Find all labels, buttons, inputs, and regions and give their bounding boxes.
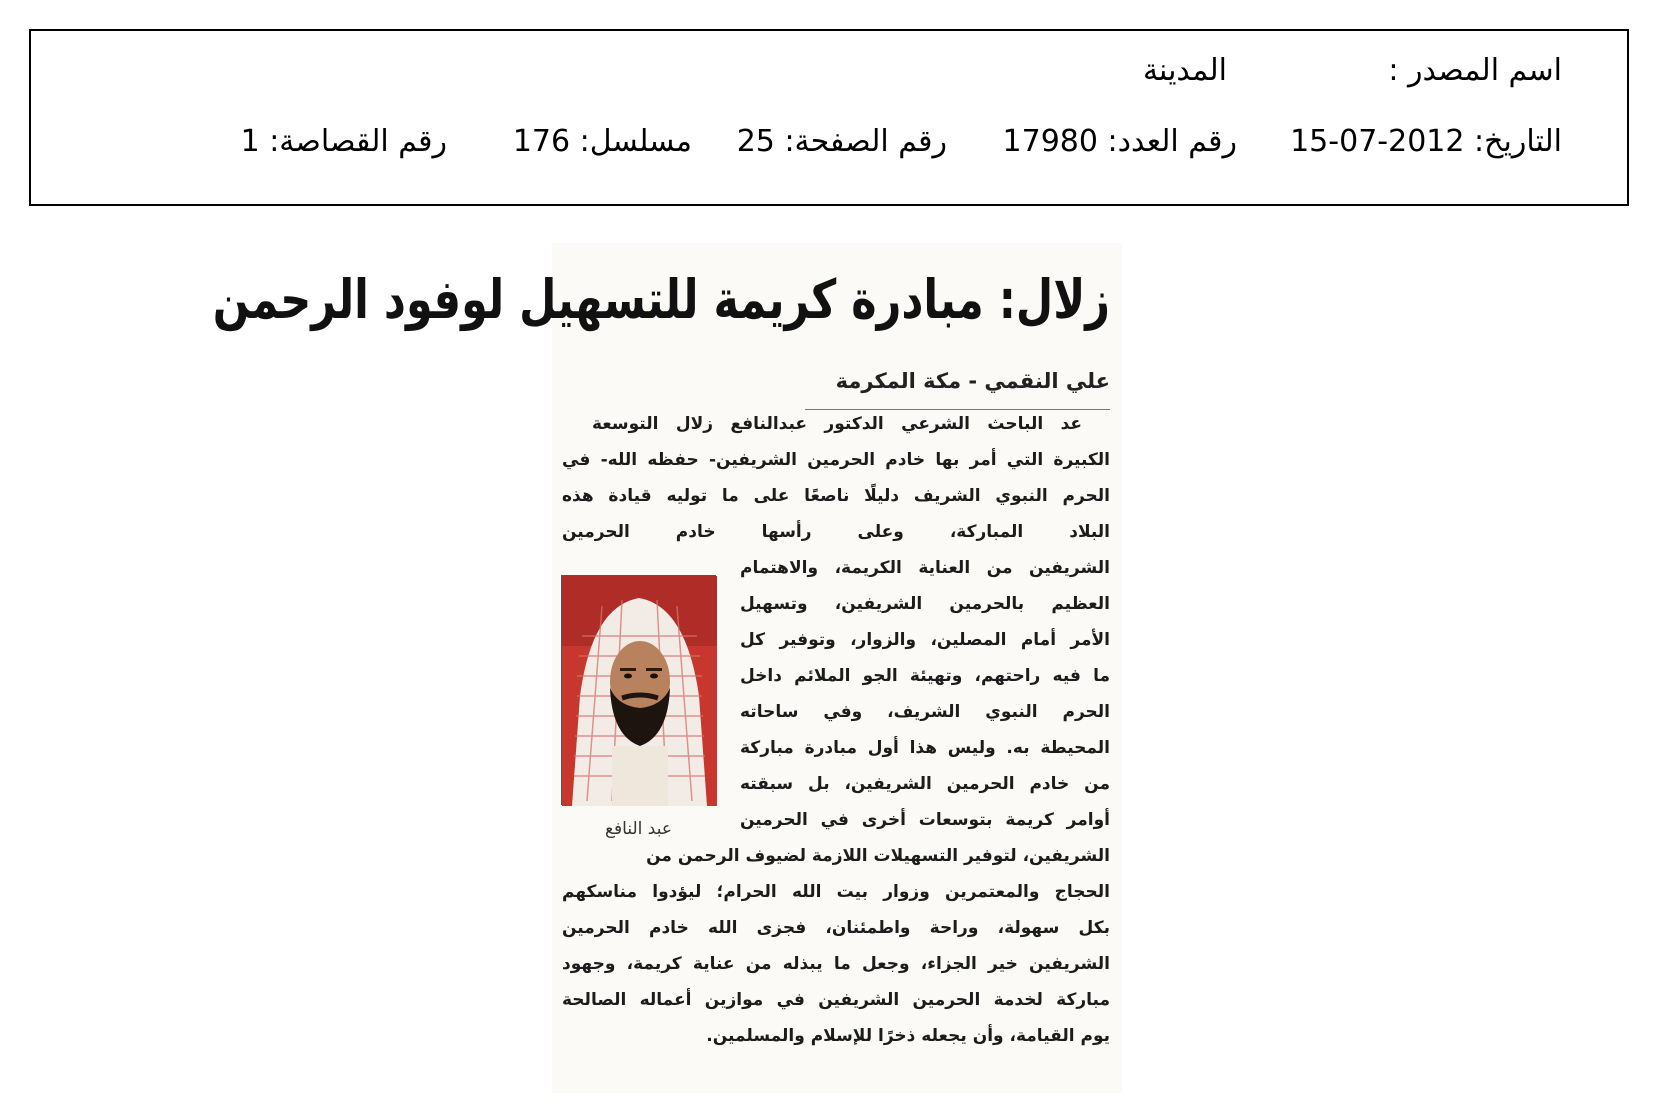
article-line: الأمر أمام المصلين، والزوار، وتوفير كل [740,630,1110,650]
source-label: اسم المصدر : [1388,53,1562,88]
article-line: مباركة لخدمة الحرمين الشريفين في موازين أعماله الصالحة [562,990,1110,1010]
article-line: من خادم الحرمين الشريفين، بل سبقته [740,774,1110,794]
article-line: عد الباحث الشرعي الدكتور عبدالنافع زلال التوسعة [592,414,1082,434]
newspaper-clipping [212,243,1122,1093]
photo-caption: عبد النافع [605,819,672,839]
article-byline: علي النقمي - مكة المكرمة [835,369,1110,393]
article-line: يوم القيامة، وأن يجعله ذخرًا للإسلام والمسلمين. [706,1026,1110,1046]
byline-divider [805,409,1110,410]
date-field: التاريخ: 2012-07-15 [1290,124,1562,159]
article-line: أوامر كريمة بتوسعات أخرى في الحرمين [740,810,1110,830]
serial-number-field: مسلسل: 176 [512,124,692,159]
article-line: الشريفين، لتوفير التسهيلات اللازمة لضيوف الرحمن من [646,846,1110,866]
author-portrait-image [562,576,717,806]
author-photo [561,575,716,805]
clip-number-field: رقم القصاصة: 1 [240,124,447,159]
article-line: المحيطة به. وليس هذا أول مبادرة مباركة [740,738,1110,758]
article-line: الحرم النبوي الشريف، وفي ساحاته [740,702,1110,722]
article-line: الشريفين خير الجزاء، وجعل ما يبذله من عناية كريمة، وجهود [562,954,1110,974]
article-line: ما فيه راحتهم، وتهيئة الجو الملائم داخل [740,666,1110,686]
article-line: الحرم النبوي الشريف دليلًا ناصعًا على ما توليه قيادة هذه [562,486,1110,506]
article-line: العظيم بالحرمين الشريفين، وتسهيل [740,594,1110,614]
page-number-field: رقم الصفحة: 25 [736,124,947,159]
clipping-metadata-box [29,29,1629,206]
article-line: الكبيرة التي أمر بها خادم الحرمين الشريفين- حفظه الله- في [562,450,1110,470]
article-line: الحجاج والمعتمرين وزوار بيت الله الحرام؛ ليؤدوا مناسكهم [562,882,1110,902]
article-headline: زلال: مبادرة كريمة للتسهيل لوفود الرحمن [212,269,1110,332]
source-value: المدينة [1142,53,1227,88]
article-line: بكل سهولة، وراحة واطمئنان، فجزى الله خادم الحرمين [562,918,1110,938]
article-line: الشريفين من العناية الكريمة، والاهتمام [740,558,1110,578]
article-line: البلاد المباركة، وعلى رأسها خادم الحرمين [562,522,1110,542]
issue-number-field: رقم العدد: 17980 [1002,124,1237,159]
